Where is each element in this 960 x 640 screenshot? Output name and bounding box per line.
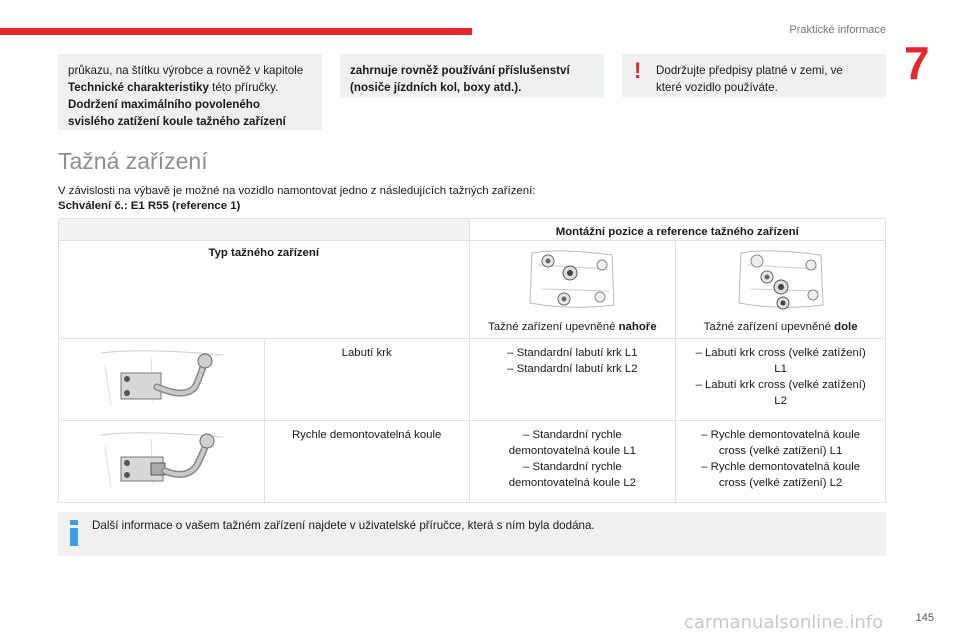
reference-line: demontovatelná koule L1 [508, 445, 637, 457]
towbar-table [58, 218, 886, 503]
info-text: Další informace o vašem tažném zařízení najdete v uživatelské příručce, která s ním byla dodána. [92, 519, 595, 532]
page-number: 145 [915, 612, 934, 624]
note-bold-link: Technické charakteristiky [68, 81, 209, 94]
warning-line: Dodržujte předpisy platné v zemi, ve [656, 64, 843, 77]
caption-prefix: Tažné zařízení upevněné [703, 321, 835, 333]
note-box-accessories [340, 54, 604, 97]
top-mount-references [469, 421, 676, 503]
warning-line: které vozidlo používáte. [656, 81, 778, 94]
mount-bolts-bottom-icon [721, 245, 841, 317]
chapter-accent-bar [0, 28, 472, 35]
towbar-image-cell [59, 421, 265, 503]
reference-line: – Rychle demontovatelná koule [701, 429, 861, 441]
position-bottom-cell [676, 241, 886, 339]
swan-neck-towbar-icon [91, 343, 231, 415]
reference-line: – Standardní labutí krk L1 [507, 347, 638, 359]
towbar-type-cell [264, 421, 469, 503]
note-line: zahrnuje rovněž používání příslušenství [350, 64, 570, 77]
type-label: Typ tažného zařízení [208, 247, 320, 259]
approval-text: Schválení č.: E1 R55 (reference 1) [58, 200, 241, 212]
bottom-mount-references [676, 339, 886, 421]
detachable-ball-towbar-icon [91, 425, 231, 497]
reference-line: – Rychle demontovatelná koule [701, 461, 861, 473]
position-top-caption [470, 319, 676, 335]
note-line: této příručky. [208, 81, 279, 94]
table-header-row [59, 219, 886, 241]
position-top-cell [469, 241, 676, 339]
warning-icon: ! [634, 58, 642, 83]
bottom-mount-references [676, 421, 886, 503]
reference-line: – Labutí krk cross (velké zatížení) [695, 379, 866, 391]
reference-line: L1 [774, 363, 787, 375]
note-bold: svislého zatížení koule tažného zařízení [68, 115, 286, 128]
reference-line: – Standardní labutí krk L2 [507, 363, 638, 375]
reference-line: – Standardní rychle [522, 461, 622, 473]
table-row [59, 339, 886, 421]
reference-line: – Standardní rychle [522, 429, 622, 441]
type-label-cell [59, 241, 470, 339]
table-header-label: Montážní pozice a reference tažného zařízení [555, 226, 799, 238]
towbar-type-cell [264, 339, 469, 421]
warning-box [622, 54, 886, 97]
note-line: (nosiče jízdních kol, boxy atd.). [350, 81, 522, 94]
section-title: Praktické informace [789, 24, 886, 36]
table-header-merged [469, 219, 886, 241]
towbar-type: Rychle demontovatelná koule [291, 429, 442, 441]
table-row [59, 421, 886, 503]
reference-line: demontovatelná koule L2 [508, 477, 637, 489]
caption-prefix: Tažné zařízení upevněné [488, 321, 619, 333]
caption-bold: nahoře [618, 321, 657, 333]
chapter-number: 7 [904, 37, 930, 89]
note-line: průkazu, na štítku výrobce a rovněž v kapitole [68, 64, 304, 77]
info-icon [70, 520, 78, 546]
mount-bolts-top-icon [512, 245, 632, 317]
top-mount-references [469, 339, 676, 421]
table-header-empty [59, 219, 470, 241]
note-box-load [58, 54, 322, 130]
reference-line: cross (velké zatížení) L1 [718, 445, 843, 457]
info-box [58, 512, 886, 556]
intro-text: V závislosti na výbavě je možné na vozidlo namontovat jedno z následujících tažných zařízení: [58, 185, 536, 197]
watermark: carmanualsonline.info [684, 612, 884, 633]
towbar-image-cell [59, 339, 265, 421]
caption-bold: dole [834, 321, 858, 333]
page-heading: Tažná zařízení [58, 148, 208, 174]
position-bottom-caption [676, 319, 885, 335]
table-position-row [59, 241, 886, 339]
reference-line: L2 [774, 395, 787, 407]
reference-line: cross (velké zatížení) L2 [718, 477, 843, 489]
note-bold: Dodržení maximálního povoleného [68, 98, 260, 111]
reference-line: – Labutí krk cross (velké zatížení) [695, 347, 866, 359]
towbar-type: Labutí krk [341, 347, 392, 359]
